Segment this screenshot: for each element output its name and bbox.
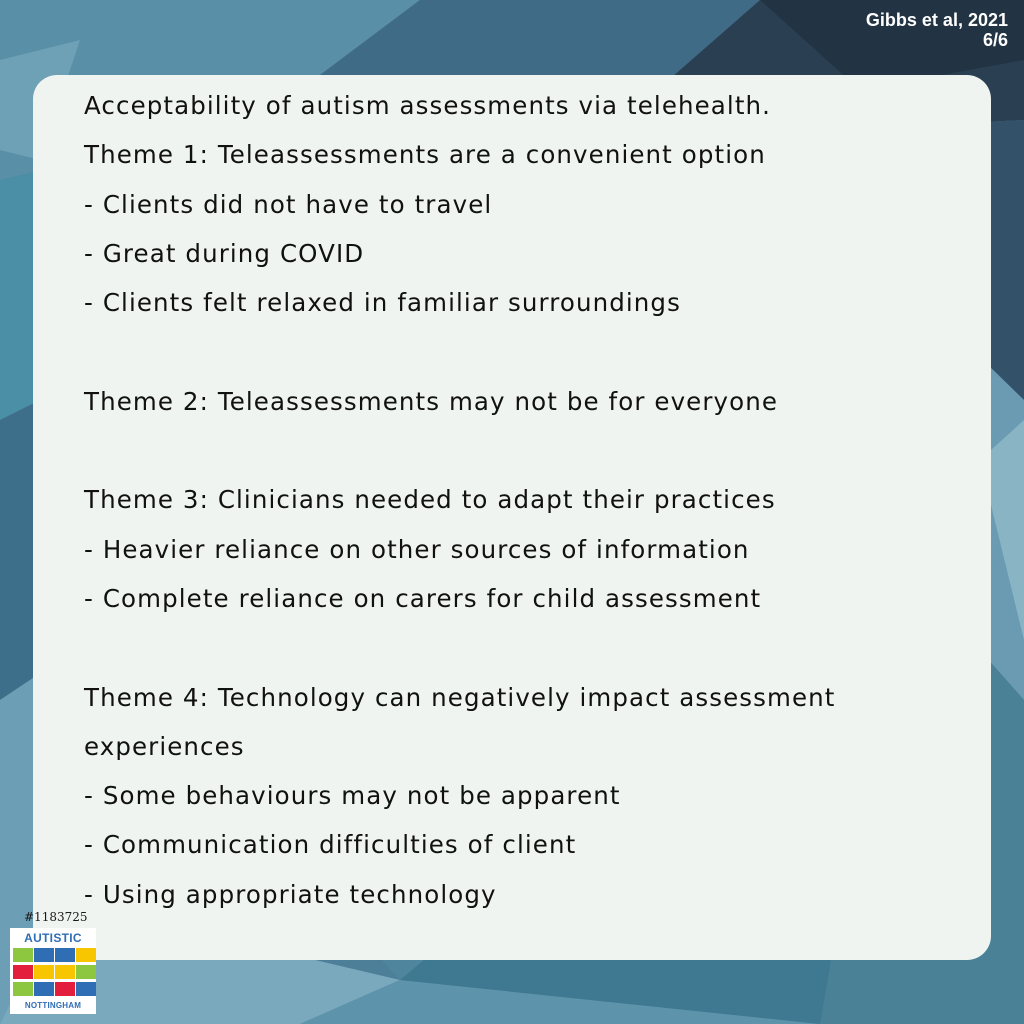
spacer bbox=[84, 327, 964, 376]
logo-tile bbox=[55, 948, 75, 962]
theme-2-heading: Theme 2: Teleassessments may not be for everyone bbox=[84, 386, 779, 416]
logo-top-text: AUTISTIC bbox=[24, 931, 82, 945]
page-indicator: 6/6 bbox=[982, 30, 1008, 50]
logo-tile bbox=[34, 965, 54, 979]
logo-id-text: #1183725 bbox=[24, 910, 88, 924]
theme-3-point: - Complete reliance on carers for child assessment bbox=[84, 583, 762, 613]
spacer bbox=[84, 426, 964, 475]
theme-1-point: - Clients did not have to travel bbox=[84, 189, 493, 219]
logo-tile bbox=[76, 948, 96, 962]
theme-1-point: - Clients felt relaxed in familiar surroundings bbox=[84, 288, 681, 318]
logo-tile bbox=[34, 948, 54, 962]
logo-tile bbox=[55, 965, 75, 979]
logo-box bbox=[10, 928, 96, 1014]
logo-tile bbox=[55, 982, 75, 996]
citation-label bbox=[866, 10, 1008, 50]
content-text bbox=[84, 81, 964, 919]
logo-tile bbox=[13, 948, 33, 962]
logo-tile bbox=[13, 982, 33, 996]
theme-4-point: - Using appropriate technology bbox=[84, 879, 497, 909]
theme-1-point: - Great during COVID bbox=[84, 238, 365, 268]
logo-tile bbox=[76, 982, 96, 996]
logo-tile bbox=[13, 965, 33, 979]
logo-tile bbox=[76, 965, 96, 979]
citation-author-year: Gibbs et al, 2021 bbox=[865, 10, 1008, 30]
autistic-nottingham-logo bbox=[8, 910, 100, 1016]
slide-title: Acceptability of autism assessments via telehealth. bbox=[84, 91, 772, 120]
theme-4-heading: Theme 4: Technology can negatively impact assessment bbox=[84, 682, 836, 712]
theme-3-point: - Heavier reliance on other sources of information bbox=[84, 534, 750, 564]
theme-4-heading-continued: experiences bbox=[84, 731, 245, 761]
theme-3-heading: Theme 3: Clinicians needed to adapt their practices bbox=[84, 485, 776, 515]
theme-4-point: - Some behaviours may not be apparent bbox=[84, 781, 621, 811]
theme-4-point: - Communication difficulties of client bbox=[84, 830, 577, 860]
spacer bbox=[84, 623, 964, 672]
logo-tile bbox=[34, 982, 54, 996]
theme-1-heading: Theme 1: Teleassessments are a convenient option bbox=[84, 140, 766, 170]
logo-bottom-text: NOTTINGHAM bbox=[24, 1001, 82, 1010]
